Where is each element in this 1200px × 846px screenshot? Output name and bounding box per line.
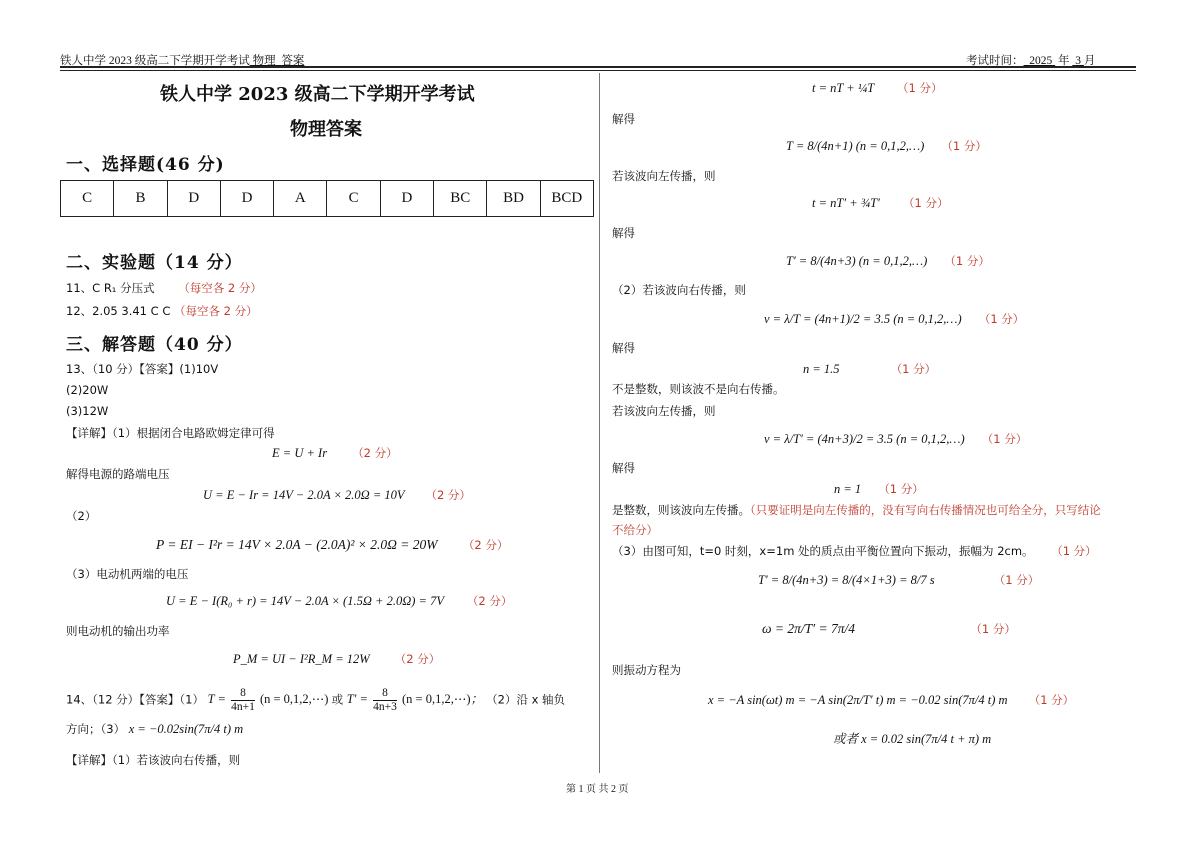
r-p3-text: （3）由图可知，t=0 时刻，x=1m 处的质点由平衡位置向下振动，振幅为 2cm。 (612, 544, 1034, 558)
answer-cell-4: D (220, 181, 273, 217)
exp-q12 (66, 303, 258, 319)
q13-eq-5-text: P_M = UI − I²R_M = 12W (233, 652, 370, 666)
answer-cell-2: B (114, 181, 167, 217)
q13-eq-4 (166, 593, 512, 609)
r-left-prop-2: 若该波向左传播，则 (612, 404, 716, 418)
r-eq-f-text: n = 1.5 (803, 362, 840, 376)
exp-q11-score: （每空各 2 分） (178, 281, 262, 295)
q13-eq-2-text: U = E − Ir = 14V − 2.0A × 2.0Ω = 10V (203, 488, 405, 502)
r-score-11: （1 分） (970, 622, 1016, 636)
r-note-2: 不给分） (612, 523, 658, 537)
r-score-10: （1 分） (993, 573, 1040, 587)
r-score-2: （1 分） (941, 139, 987, 153)
q14-frac-T-prime: $\frac{8}{4n+3}$ (373, 687, 397, 713)
r-eq-g-text: v = λ/T′ = (4n+3)/2 = 3.5 (n = 0,1,2,…) (764, 432, 965, 446)
q13-eq-1-text: E = U + Ir (272, 446, 328, 460)
r-eq-l: 或者 x = 0.02 sin(7π/4 t + π) m (833, 732, 992, 746)
q14-line-2-pre: 方向；（3） (66, 722, 126, 736)
q13-text-3: （3）电动机两端的电压 (66, 567, 189, 581)
r-not-int: 不是整数，则该波不是向右传播。 (612, 382, 785, 396)
r-vib: 则振动方程为 (612, 663, 681, 677)
r-score-8: （1 分） (878, 482, 924, 496)
header-school: 铁人中学 2023 级高二下学期开学考试 (60, 55, 250, 67)
r-score-7: （1 分） (981, 432, 1028, 446)
header-subject-text: 物理 (252, 55, 276, 67)
r-eq-d-text: T′ = 8/(4n+3) (n = 0,1,2,…) (786, 254, 928, 268)
q13-eq-5-score: （2 分） (394, 652, 441, 666)
r-p2: （2）若该波向右传播，则 (612, 283, 746, 297)
r-eq-j-text: ω = 2π/T′ = 7π/4 (762, 621, 855, 636)
r-eq-a (812, 80, 943, 96)
r-eq-e (764, 311, 1024, 327)
r-eq-g (764, 431, 1027, 447)
r-score-1: （1 分） (897, 81, 943, 95)
page-footer: 第 1 页 共 2 页 (566, 784, 629, 795)
r-score-5: （1 分） (978, 312, 1025, 326)
r-eq-k-text: x = −A sin(ωt) m = −A sin(2π/T′ t) m = −0.02 sin(7π/4 t) m (708, 693, 1008, 707)
q13-detail-1: 【详解】（1）根据闭合电路欧姆定律可得 (66, 426, 275, 440)
answer-cell-10: BCD (540, 181, 593, 217)
q13-eq-4-text: U = E − I(R₀ + r) = 14V − 2.0A × (1.5Ω + 2.0Ω) = 7V (166, 594, 444, 608)
q13-text-2: 解得电源的路端电压 (66, 467, 170, 481)
column-divider (599, 73, 600, 773)
r-eq-b (786, 138, 987, 154)
r-is-int-text: 是整数，则该波向左传播。 (612, 503, 750, 517)
r-eq-i-text: T′ = 8/(4n+3) = 8/(4×1+3) = 8/7 s (758, 573, 935, 587)
header-kind-text: 答案 (281, 55, 305, 67)
q14-ans-T: T = $\frac{8}{4n+1}$ (n = 0,1,2,⋯) (207, 687, 329, 713)
header-month-text: 3 (1075, 55, 1081, 67)
answer-cell-7: D (380, 181, 433, 217)
q13-eq-2 (203, 487, 471, 503)
r-score-3: （1 分） (902, 196, 949, 210)
q13-text-4: 则电动机的输出功率 (66, 624, 170, 638)
q13-eq-4-score: （2 分） (466, 594, 513, 608)
q13-answer-3: (3)12W (66, 404, 109, 418)
q13-head: 13、（10 分）【答案】(1)10V (66, 362, 219, 376)
header-year-text: 2025 (1029, 55, 1053, 67)
r-note: （只要证明是向左传播的，没有写向右传播情况也可给全分，只写结论 (750, 503, 1101, 517)
r-eq-k (708, 692, 1074, 708)
answer-cell-3: D (167, 181, 220, 217)
r-eq-d (786, 253, 990, 269)
section-experiment: 二、实验题（14 分） (66, 253, 243, 273)
r-jiede-2: 解得 (612, 226, 635, 240)
r-eq-c (812, 195, 948, 211)
q14-line-2-eq: x = −0.02sin(7π/4 t) m (128, 722, 244, 736)
table-row (61, 181, 594, 217)
header-time-label: 考试时间： (966, 55, 1024, 67)
q14-head-text: 14、（12 分）【答案】（1） (66, 692, 204, 707)
r-eq-h (834, 481, 924, 497)
exp-q11-text: 11、C R₁ 分压式 (66, 281, 155, 295)
header-rule-thin (60, 70, 1136, 71)
q14-frac-T: $\frac{8}{4n+1}$ (231, 687, 255, 713)
r-eq-f (803, 361, 936, 377)
exp-q12-score: （每空各 2 分） (174, 304, 258, 318)
r-jiede-1: 解得 (612, 112, 635, 126)
q14-or: 或 (331, 692, 344, 707)
header-rule-thick (60, 66, 1136, 68)
r-score-12: （1 分） (1028, 693, 1075, 707)
q13-eq-1 (272, 445, 398, 461)
r-is-int (612, 502, 1101, 518)
r-eq-j (762, 621, 1016, 637)
r-eq-h-text: n = 1 (834, 482, 862, 496)
q13-answer-2: (2)20W (66, 383, 109, 397)
section-choice: 一、选择题(46 分) (66, 155, 225, 175)
answer-cell-1: C (61, 181, 114, 217)
r-eq-a-text: t = nT + ¼T (812, 81, 874, 95)
r-eq-i (758, 572, 1039, 588)
r-score-4: （1 分） (944, 254, 990, 268)
r-left-prop: 若该波向左传播，则 (612, 169, 716, 183)
q14-detail: 【详解】（1）若该波向右传播，则 (66, 753, 241, 767)
choice-answer-table (60, 180, 594, 217)
q14-ans-T-prime: T′ = $\frac{8}{4n+3}$ (n = 0,1,2,⋯)； (346, 687, 487, 713)
answer-cell-9: BD (487, 181, 540, 217)
r-jiede-4: 解得 (612, 461, 635, 475)
q13-part-2: （2） (66, 509, 97, 523)
q13-eq-2-score: （2 分） (425, 488, 471, 502)
answer-cell-5: A (274, 181, 327, 217)
exp-q11 (66, 280, 262, 296)
section-solve: 三、解答题（40 分） (66, 335, 243, 355)
r-score-6: （1 分） (890, 362, 937, 376)
r-score-9: （1 分） (1051, 544, 1097, 558)
header-month-unit: 月 (1083, 55, 1096, 67)
q14-line-2 (66, 721, 243, 737)
q13-eq-3 (156, 537, 508, 553)
page-title: 铁人中学 2023 级高二下学期开学考试 (160, 84, 475, 105)
q13-eq-1-score: （2 分） (352, 446, 398, 460)
exp-q12-text: 12、2.05 3.41 C C (66, 304, 171, 318)
q13-eq-3-text: P = EI − I²r = 14V × 2.0A − (2.0A)² × 2.0Ω = 20W (156, 537, 438, 552)
page-subtitle: 物理答案 (290, 119, 362, 140)
r-eq-b-text: T = 8/(4n+1) (n = 0,1,2,…) (786, 139, 925, 153)
r-jiede-3: 解得 (612, 341, 635, 355)
q13-eq-3-score: （2 分） (462, 538, 509, 552)
r-eq-e-text: v = λ/T = (4n+1)/2 = 3.5 (n = 0,1,2,…) (764, 312, 962, 326)
answer-cell-8: BC (434, 181, 487, 217)
r-eq-c-text: t = nT′ + ¾T′ (812, 196, 880, 210)
answer-cell-6: C (327, 181, 380, 217)
header-year-unit: 年 (1058, 55, 1070, 67)
q13-eq-5 (233, 651, 440, 667)
q14-head-tail: （2）沿 x 轴负 (486, 692, 566, 707)
q14-head (66, 687, 565, 714)
r-p3 (612, 543, 1097, 559)
